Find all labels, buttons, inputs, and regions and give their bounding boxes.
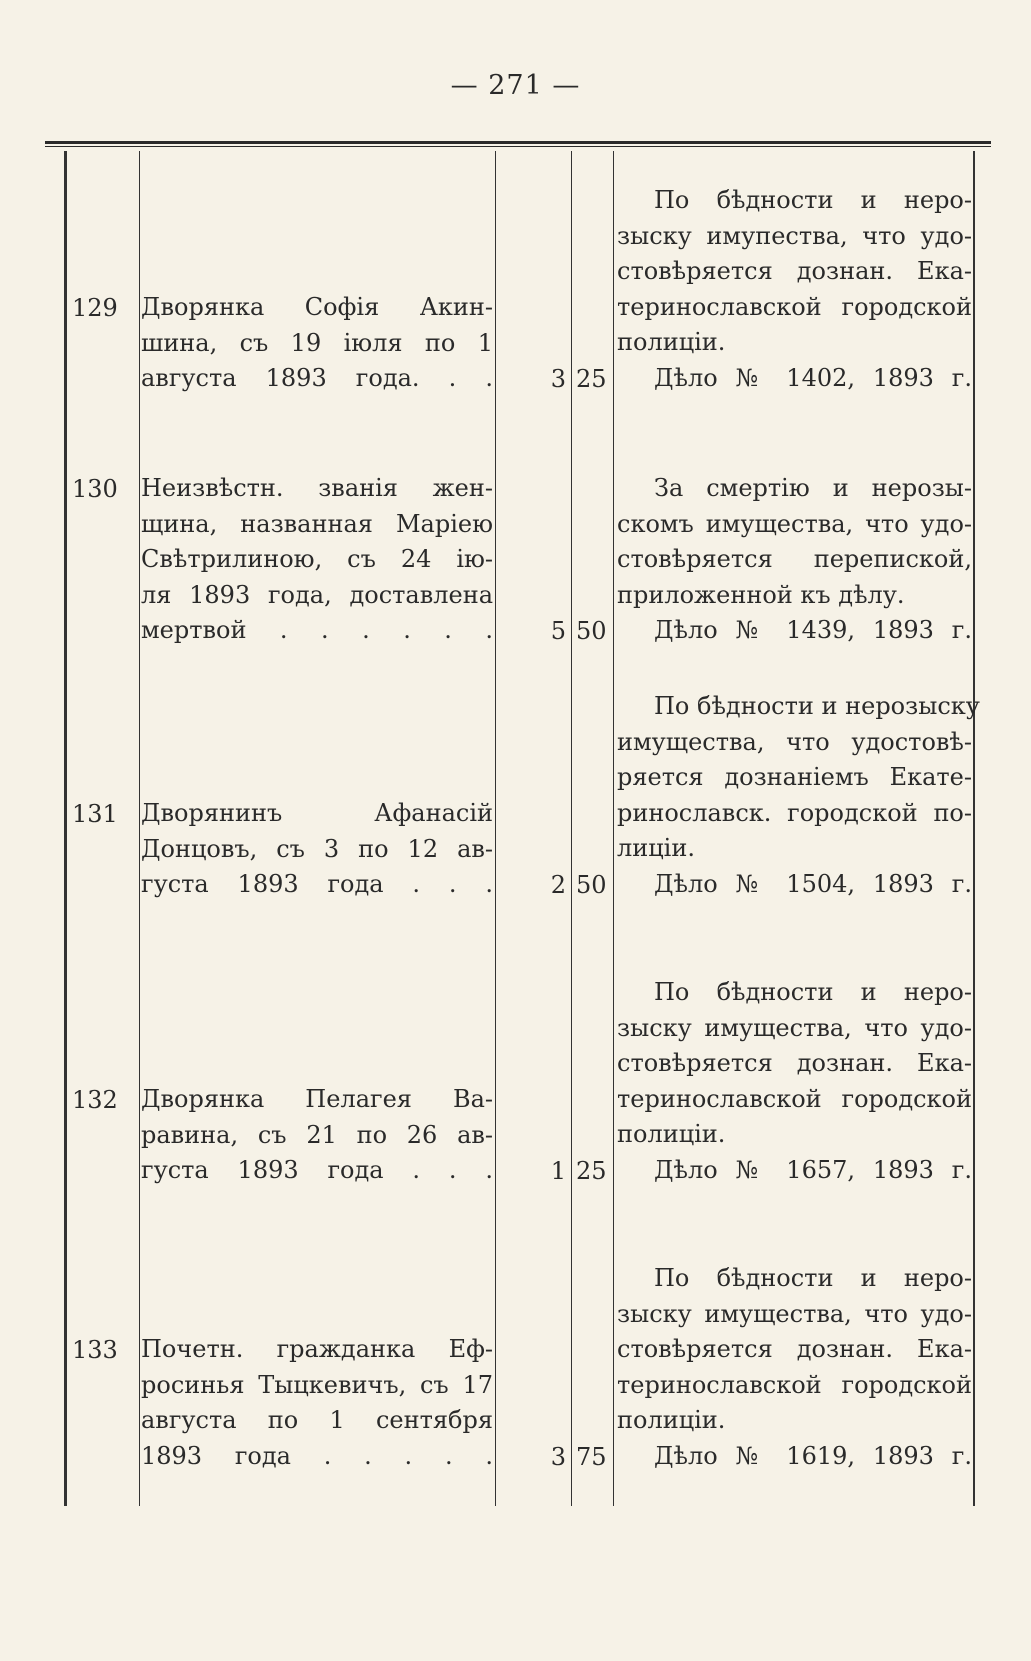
case-reference: Дѣло № 1657, 1893 г. [654,1155,972,1184]
col-rule-rub [571,151,572,1506]
case-reference: Дѣло № 1619, 1893 г. [654,1441,972,1470]
reason-line: теринославской городской [617,1370,972,1399]
reason-line: стовѣряется перепиской, [617,545,972,573]
entry-number: 130 [72,475,118,503]
reason-line: стовѣряется дознан. Ека- [617,1335,972,1363]
name-line: ля 1893 года, доставлена [141,580,493,609]
entry-name [141,1082,493,1189]
reason-line: имущества, что удостовѣ- [617,727,972,756]
entry-number: 133 [72,1336,118,1364]
reason-line: скомъ имущества, что удо- [617,509,972,538]
case-reference: Дѣло № 1402, 1893 г. [654,363,972,392]
entry-number: 131 [72,800,118,828]
reason-line: По бѣдности и неро- [654,1264,972,1292]
name-line: густа 1893 года . . . [141,1156,493,1184]
page-number: — 271 — [450,70,581,101]
top-rule-thin [45,146,991,147]
reason-line: ринославск. городской по- [617,798,972,827]
name-line: густа 1893 года . . . [141,870,493,898]
reason-line: стовѣряется дознан. Ека- [617,1049,972,1077]
entry-number: 132 [72,1086,118,1114]
reason-line: зыску имущества, что удо- [617,1013,972,1042]
amount-kopecks: 50 [576,617,607,645]
reason-line: полиціи. [617,328,726,356]
entry-name [141,1332,493,1474]
right-border [973,151,975,1506]
amount-kopecks: 25 [576,365,607,393]
reason-line: По бѣдности и неро- [654,978,972,1006]
name-line: Неизвѣстн. званія жен- [141,474,493,502]
amount-rubles: 1 [550,1157,566,1185]
name-line: Дворянка Пелагея Ва- [141,1085,493,1113]
case-reference: Дѣло № 1504, 1893 г. [654,869,972,898]
amount-kopecks: 50 [576,871,607,899]
reason-line: ряется дознаніемъ Екате- [617,763,972,791]
case-reference: Дѣло № 1439, 1893 г. [654,616,972,644]
name-line: Дворянинъ Афанасій [141,799,493,827]
reason-line: По бѣдности и неро- [654,186,972,214]
reason-line: теринославской городской [617,292,972,321]
reason-line: За смертію и нерозы- [654,474,972,502]
entry-name [141,796,493,903]
name-line: Донцовъ, съ 3 по 12 ав- [141,834,493,863]
reason-line: теринославской городской [617,1084,972,1113]
name-line: Свѣтрилиною, съ 24 ію- [141,545,493,573]
name-line: росинья Тыцкевичъ, съ 17 [141,1370,493,1399]
reason-line: стовѣряется дознан. Ека- [617,257,972,285]
entry-number: 129 [72,294,118,322]
col-rule-kop [613,151,614,1506]
reason-line: приложенной къ дѣлу. [617,580,905,609]
entry-reason [617,183,972,396]
amount-kopecks: 75 [576,1443,607,1471]
name-line: августа по 1 сентября [141,1406,493,1434]
name-line: щина, названная Маріею [141,509,493,538]
amount-rubles: 2 [550,871,566,899]
name-line: 1893 года . . . . . [141,1441,493,1470]
amount-kopecks: 25 [576,1157,607,1185]
reason-line: полиціи. [617,1406,726,1434]
reason-line: зыску имущества, что удо- [617,1299,972,1328]
reason-line: По бѣдности и нерозыску [654,692,980,720]
col-rule-name [495,151,496,1506]
amount-rubles: 3 [550,365,566,393]
amount-rubles: 5 [550,617,566,645]
name-line: равина, съ 21 по 26 ав- [141,1120,493,1149]
entry-reason [617,975,972,1188]
reason-line: полиціи. [617,1120,726,1148]
entry-name [141,290,493,397]
name-line: мертвой . . . . . . [141,616,493,644]
name-line: августа 1893 года. . . [141,364,493,392]
name-line: шина, съ 19 іюля по 1 [141,328,493,357]
entry-reason [617,1261,972,1474]
top-rule-thick [45,141,991,144]
entry-reason [617,689,980,902]
reason-line: зыску имупества, что удо- [617,221,972,250]
reason-line: лиціи. [617,834,695,862]
name-line: Почетн. гражданка Еф- [141,1335,493,1363]
amount-rubles: 3 [550,1443,566,1471]
entry-name [141,471,493,649]
name-line: Дворянка Софія Акин- [141,293,493,321]
entry-reason [617,471,972,649]
col-rule-number [139,151,140,1506]
left-border [64,151,67,1506]
